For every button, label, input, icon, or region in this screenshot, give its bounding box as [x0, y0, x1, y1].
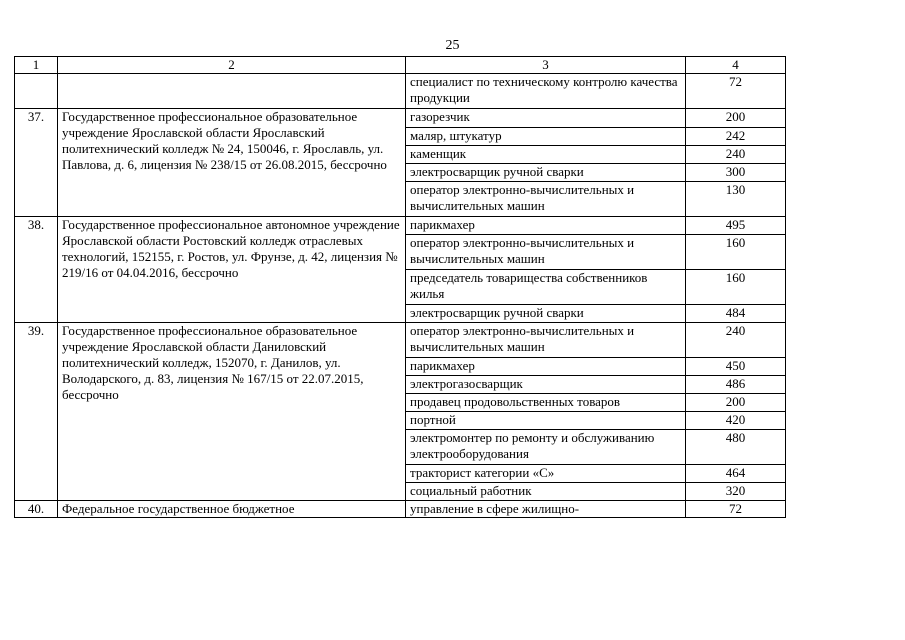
- quantity-cell: 200: [686, 394, 786, 412]
- organization-cell: Государственное профессиональное образовательное учреждение Ярославской области Даниловский политехнический колледж, 152070, г. Данилов, ул. Володарского, д. 83, лицензия № 167/15 от 22.07.2015, бессрочно: [58, 323, 406, 501]
- table-row: [15, 74, 786, 109]
- specialty-cell: оператор электронно-вычислительных и вычислительных машин: [406, 323, 686, 358]
- license-table: [14, 56, 786, 518]
- organization-cell: [58, 74, 406, 109]
- specialty-cell: газорезчик: [406, 109, 686, 128]
- quantity-cell: 242: [686, 128, 786, 146]
- row-number: 39.: [15, 323, 58, 501]
- quantity-cell: 420: [686, 412, 786, 430]
- table-row: [15, 501, 786, 518]
- quantity-cell: 464: [686, 465, 786, 483]
- page-number: 25: [445, 38, 460, 53]
- quantity-cell: 240: [686, 146, 786, 164]
- quantity-cell: 72: [686, 74, 786, 109]
- table-row: [15, 217, 786, 235]
- specialty-cell: портной: [406, 412, 686, 430]
- specialty-cell: продавец продовольственных товаров: [406, 394, 686, 412]
- specialty-cell: маляр, штукатур: [406, 128, 686, 146]
- specialty-cell: парикмахер: [406, 217, 686, 235]
- col-header-1: 1: [15, 57, 58, 74]
- col-header-3: 3: [406, 57, 686, 74]
- specialty-cell: оператор электронно-вычислительных и вычислительных машин: [406, 182, 686, 217]
- quantity-cell: 486: [686, 376, 786, 394]
- col-header-4: 4: [686, 57, 786, 74]
- row-number: 37.: [15, 109, 58, 217]
- specialty-cell: каменщик: [406, 146, 686, 164]
- specialty-cell: парикмахер: [406, 358, 686, 376]
- row-number: 40.: [15, 501, 58, 518]
- quantity-cell: 160: [686, 235, 786, 270]
- specialty-cell: электросварщик ручной сварки: [406, 164, 686, 182]
- row-number: [15, 74, 58, 109]
- quantity-cell: 130: [686, 182, 786, 217]
- specialty-cell: электромонтер по ремонту и обслуживанию электрооборудования: [406, 430, 686, 465]
- quantity-cell: 240: [686, 323, 786, 358]
- quantity-cell: 484: [686, 305, 786, 323]
- specialty-cell: оператор электронно-вычислительных и вычислительных машин: [406, 235, 686, 270]
- organization-cell: Государственное профессиональное образовательное учреждение Ярославской области Ярославский политехнический колледж № 24, 150046, г. Ярославль, ул. Павлова, д. 6, лицензия № 238/15 от 26.08.2015, бессрочно: [58, 109, 406, 217]
- specialty-cell: электросварщик ручной сварки: [406, 305, 686, 323]
- specialty-cell: социальный работник: [406, 483, 686, 501]
- quantity-cell: 320: [686, 483, 786, 501]
- quantity-cell: 200: [686, 109, 786, 128]
- row-number: 38.: [15, 217, 58, 323]
- col-header-2: 2: [58, 57, 406, 74]
- quantity-cell: 160: [686, 270, 786, 305]
- organization-cell: Государственное профессиональное автономное учреждение Ярославской области Ростовский колледж отраслевых технологий, 152155, г. Ростов, ул. Фрунзе, д. 42, лицензия № 219/16 от 04.04.2016, бессрочно: [58, 217, 406, 323]
- table-header-row: [15, 57, 786, 74]
- table-row: [15, 323, 786, 358]
- specialty-cell: управление в сфере жилищно-: [406, 501, 686, 518]
- table-row: [15, 109, 786, 128]
- specialty-cell: специалист по техническому контролю качества продукции: [406, 74, 686, 109]
- quantity-cell: 480: [686, 430, 786, 465]
- specialty-cell: тракторист категории «С»: [406, 465, 686, 483]
- quantity-cell: 72: [686, 501, 786, 518]
- quantity-cell: 300: [686, 164, 786, 182]
- quantity-cell: 450: [686, 358, 786, 376]
- organization-cell: Федеральное государственное бюджетное: [58, 501, 406, 518]
- specialty-cell: председатель товарищества собственников жилья: [406, 270, 686, 305]
- specialty-cell: электрогазосварщик: [406, 376, 686, 394]
- quantity-cell: 495: [686, 217, 786, 235]
